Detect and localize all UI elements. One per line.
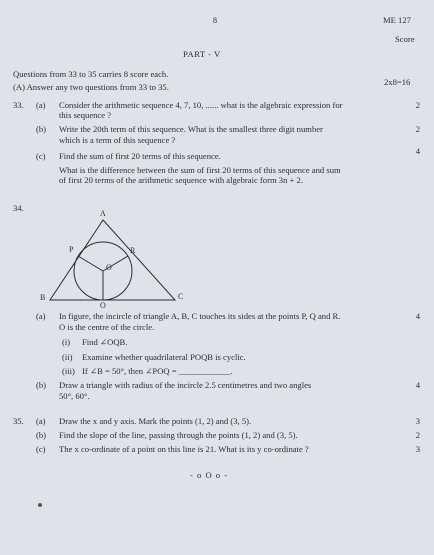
question-text: Consider the arithmetic sequence 4, 7, 10, ...... what is the algebraic expression for: [59, 100, 343, 110]
question-text: What is the difference between the sum of first 20 terms of this sequence and sum: [59, 165, 341, 175]
score-label: Score: [395, 34, 415, 44]
question-text: In figure, the incircle of triangle A, B, C touches its sides at the points P, Q and R.: [59, 311, 341, 321]
answer-instruction: (A) Answer any two questions from 33 to 35.: [13, 82, 169, 92]
part-title: PART - V: [183, 49, 221, 59]
vertex-label-a: A: [100, 209, 106, 218]
page-number: 8: [213, 16, 217, 25]
question-text: Find ∠OQB.: [82, 337, 128, 347]
subpart-label: (b): [36, 124, 47, 134]
question-text: Find the slope of the line, passing through the points (1, 2) and (3, 5).: [59, 430, 298, 440]
question-text: which is a term of this sequence ?: [59, 135, 176, 145]
subpart-label: (i): [62, 337, 71, 347]
center-label-o: O: [106, 263, 112, 272]
subpart-label: (ii): [62, 352, 73, 362]
question-text: The x co-ordinate of a point on this line is 21. What is its y co-ordinate ?: [59, 444, 309, 454]
mark-value: 3: [415, 416, 420, 426]
question-text: of first 20 terms of the arithmetic sequence with algebraic form 3n + 2.: [59, 175, 303, 185]
vertex-label-c: C: [178, 292, 184, 301]
part-marks: 2x8=16: [384, 77, 411, 87]
point-label-q: Q: [100, 301, 106, 308]
subpart-label: (a): [36, 311, 46, 321]
mark-value: 4: [415, 311, 420, 321]
question-text: 50°, 60°.: [59, 391, 90, 401]
subpart-label: (c): [36, 444, 46, 454]
question-text: Find the sum of first 20 terms of this sequence.: [59, 151, 221, 161]
mark-value: 2: [415, 100, 420, 110]
question-text: O is the centre of the circle.: [59, 322, 155, 332]
vertex-label-b: B: [40, 293, 46, 302]
question-number: 33.: [13, 100, 24, 110]
paper-code: ME 127: [383, 15, 411, 25]
subpart-label: (c): [36, 151, 46, 161]
subpart-label: (a): [36, 100, 46, 110]
mark-value: 2: [415, 430, 420, 440]
mark-value: 4: [415, 146, 420, 156]
question-text: Draw a triangle with radius of the incircle 2.5 centimetres and two angles: [59, 380, 312, 390]
subpart-label: (a): [36, 416, 46, 426]
question-number: 35.: [13, 416, 24, 426]
question-text: Examine whether quadrilateral POQB is cyclic.: [82, 352, 246, 362]
question-text: If ∠B = 50°, then ∠POQ = ____________.: [82, 366, 233, 376]
mark-value: 3: [415, 444, 420, 454]
mark-value: 4: [415, 380, 420, 390]
mark-value: 2: [415, 124, 420, 134]
ink-dot: [38, 503, 42, 507]
part-instruction: Questions from 33 to 35 carries 8 score each.: [13, 69, 169, 79]
subpart-label: (b): [36, 430, 47, 440]
point-label-p: P: [69, 245, 74, 254]
question-text: this sequence ?: [59, 110, 112, 120]
triangle-incircle-diagram: [38, 208, 188, 308]
question-text: Write the 20th term of this sequence. What is the smallest three digit number: [59, 124, 323, 134]
subpart-label: (b): [36, 380, 47, 390]
point-label-r: R: [130, 246, 136, 255]
end-of-paper-mark: - o O o -: [190, 470, 229, 480]
question-text: Draw the x and y axis. Mark the points (1, 2) and (3, 5).: [59, 416, 252, 426]
incircle-figure: [38, 208, 188, 308]
question-number: 34.: [13, 203, 24, 213]
subpart-label: (iii): [62, 366, 75, 376]
